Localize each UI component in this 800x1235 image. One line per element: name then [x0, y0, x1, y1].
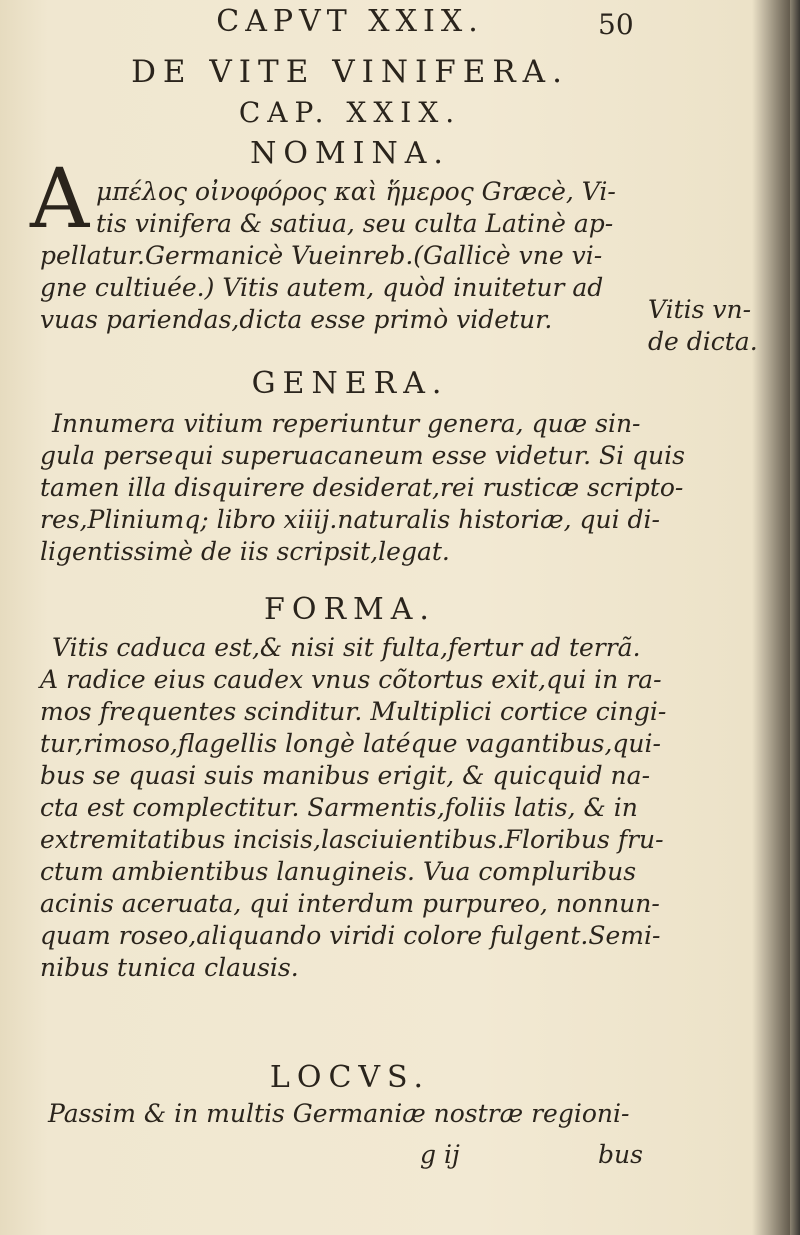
text-line: pellatur.Germanicè Vueinreb.(Gallicè vne vi-: [40, 241, 603, 270]
catchword: bus: [598, 1140, 643, 1169]
section-heading-locus: LOCVS.: [269, 1060, 431, 1095]
margin-note-line: Vitis vn-: [648, 295, 752, 324]
text-line: μπέλος οἰνοφόρος καὶ ἥμερος Græcè, Vi-: [96, 177, 616, 206]
text-line: cta est complectitur. Sarmentis,foliis latis, & in: [40, 793, 638, 822]
text-line: gula persequi superuacaneum esse videtur. Si quis: [40, 441, 685, 470]
margin-note-line: de dicta.: [648, 327, 758, 356]
nomina-paragraph: [40, 240, 640, 336]
text-line: mos frequentes scinditur. Multiplici cortice cingi-: [40, 697, 667, 726]
text-line: Passim & in multis Germaniæ nostræ regioni-: [48, 1099, 630, 1128]
section-heading-genera: GENERA.: [251, 366, 449, 401]
text-line: nibus tunica clausis.: [40, 953, 299, 982]
nomina-opening-lines: [96, 176, 656, 240]
text-line: res,Pliniumq; libro xiiij.naturalis historiæ, qui di-: [40, 505, 660, 534]
text-line: tamen illa disquirere desiderat,rei rusticæ scripto-: [40, 473, 684, 502]
genera-paragraph: [40, 408, 685, 568]
margin-note: [648, 294, 798, 358]
forma-paragraph: [40, 632, 667, 984]
text-line: Vitis caduca est,& nisi sit fulta,fertur ad terrã.: [52, 633, 641, 662]
locus-paragraph: [40, 1098, 640, 1130]
text-line: ligentissimè de iis scripsit,legat.: [40, 537, 450, 566]
page-number: 50: [598, 8, 634, 41]
signature-mark: g ij: [420, 1140, 460, 1169]
text-line: vuas pariendas,dicta esse primò videtur.: [40, 305, 553, 334]
chapter-number: CAP. XXIX.: [238, 96, 462, 129]
page-edge: [790, 0, 800, 1235]
text-line: A radice eius caudex vnus cõtortus exit,qui in ra-: [40, 665, 662, 694]
text-line: ctum ambientibus lanugineis. Vua compluribus: [40, 857, 637, 886]
text-line: extremitatibus incisis,lasciuientibus.Floribus fru-: [40, 825, 664, 854]
text-line: acinis aceruata, qui interdum purpureo, nonnun-: [40, 889, 660, 918]
section-heading-nomina: NOMINA.: [250, 136, 450, 171]
text-line: quam roseo,aliquando viridi colore fulgent.Semi-: [40, 921, 661, 950]
drop-cap: A: [30, 152, 90, 247]
section-heading-forma: FORMA.: [264, 592, 436, 627]
text-line: tis vinifera & satiua, seu culta Latinè ap-: [96, 209, 614, 238]
text-line: gne cultiuée.) Vitis autem, quòd inuitetur ad: [40, 273, 604, 302]
text-line: tur,rimoso,flagellis longè latéque vagantibus,qui-: [40, 729, 661, 758]
text-line: bus se quasi suis manibus erigit, & quicquid na-: [40, 761, 651, 790]
text-line: Innumera vitium reperiuntur genera, quæ sin-: [52, 409, 641, 438]
running-head: CAPVT XXIX.: [216, 4, 484, 39]
chapter-title: DE VITE VINIFERA.: [131, 54, 569, 90]
